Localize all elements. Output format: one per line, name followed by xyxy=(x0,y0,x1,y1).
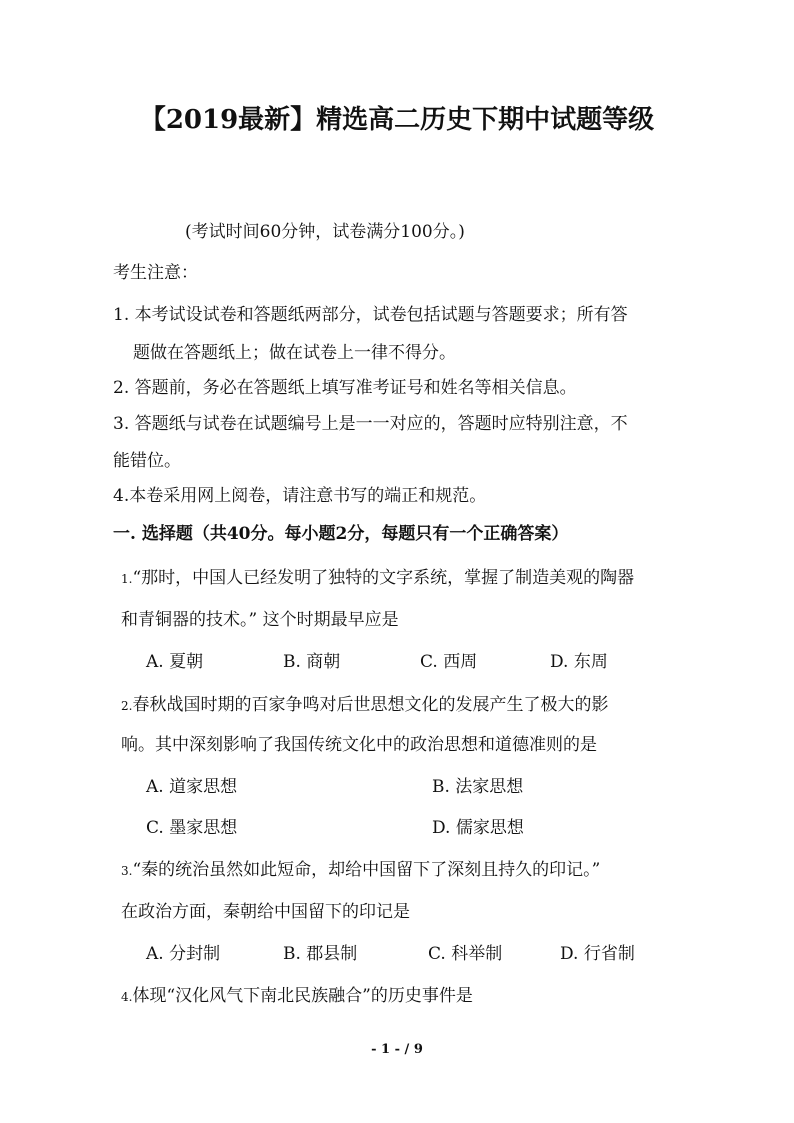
note-line: 能错位。 xyxy=(113,451,181,471)
question-4 xyxy=(121,986,473,1007)
question-number: 3. xyxy=(121,864,133,878)
notice-heading: 考生注意： xyxy=(113,263,198,283)
question-2 xyxy=(121,695,608,716)
option-a: A. 夏朝 xyxy=(146,652,204,672)
note-line: 4.本卷采用网上阅卷，请注意书写的端正和规范。 xyxy=(113,486,487,506)
exam-time-note: (考试时间60分钟，试卷满分100分。) xyxy=(185,222,465,242)
option-a: A. 分封制 xyxy=(146,944,221,964)
question-1 xyxy=(121,568,634,589)
question-text: “秦的统治虽然如此短命，却给中国留下了深刻且持久的印记。” xyxy=(132,860,601,880)
option-c: C. 西周 xyxy=(420,652,478,672)
question-text: 在政治方面，秦朝给中国留下的印记是 xyxy=(121,902,410,922)
option-b: B. 法家思想 xyxy=(432,777,524,797)
section-title: 一. 选择题（共40分。每小题2分，每题只有一个正确答案） xyxy=(113,524,569,544)
question-3 xyxy=(121,860,600,881)
option-c: C. 墨家思想 xyxy=(146,818,238,838)
option-b: B. 商朝 xyxy=(283,652,341,672)
question-text: “那时，中国人已经发明了独特的文字系统，掌握了制造美观的陶器 xyxy=(132,568,635,588)
question-text: 和青铜器的技术。” 这个时期最早应是 xyxy=(121,610,399,630)
question-number: 4. xyxy=(121,990,133,1004)
note-line: 2. 答题前，务必在答题纸上填写准考证号和姓名等相关信息。 xyxy=(113,378,577,398)
page-number: - 1 - / 9 xyxy=(371,1042,423,1057)
question-number: 1. xyxy=(121,572,133,586)
option-c: C. 科举制 xyxy=(428,944,503,964)
question-number: 2. xyxy=(121,699,133,713)
question-text: 体现“汉化风气下南北民族融合”的历史事件是 xyxy=(132,986,473,1006)
option-d: D. 东周 xyxy=(550,652,608,672)
note-line: 3. 答题纸与试卷在试题编号上是一一对应的，答题时应特别注意，不 xyxy=(113,414,628,434)
option-a: A. 道家思想 xyxy=(146,777,238,797)
question-text: 春秋战国时期的百家争鸣对后世思想文化的发展产生了极大的影 xyxy=(132,695,609,715)
option-d: D. 行省制 xyxy=(560,944,635,964)
option-d: D. 儒家思想 xyxy=(432,818,524,838)
option-b: B. 郡县制 xyxy=(283,944,358,964)
question-text: 响。其中深刻影响了我国传统文化中的政治思想和道德准则的是 xyxy=(121,735,597,755)
page-title: 【2019最新】精选高二历史下期中试题等级 xyxy=(139,105,655,135)
note-line: 1. 本考试设试卷和答题纸两部分，试卷包括试题与答题要求；所有答 xyxy=(113,305,628,325)
note-line: 题做在答题纸上；做在试卷上一律不得分。 xyxy=(133,343,456,363)
